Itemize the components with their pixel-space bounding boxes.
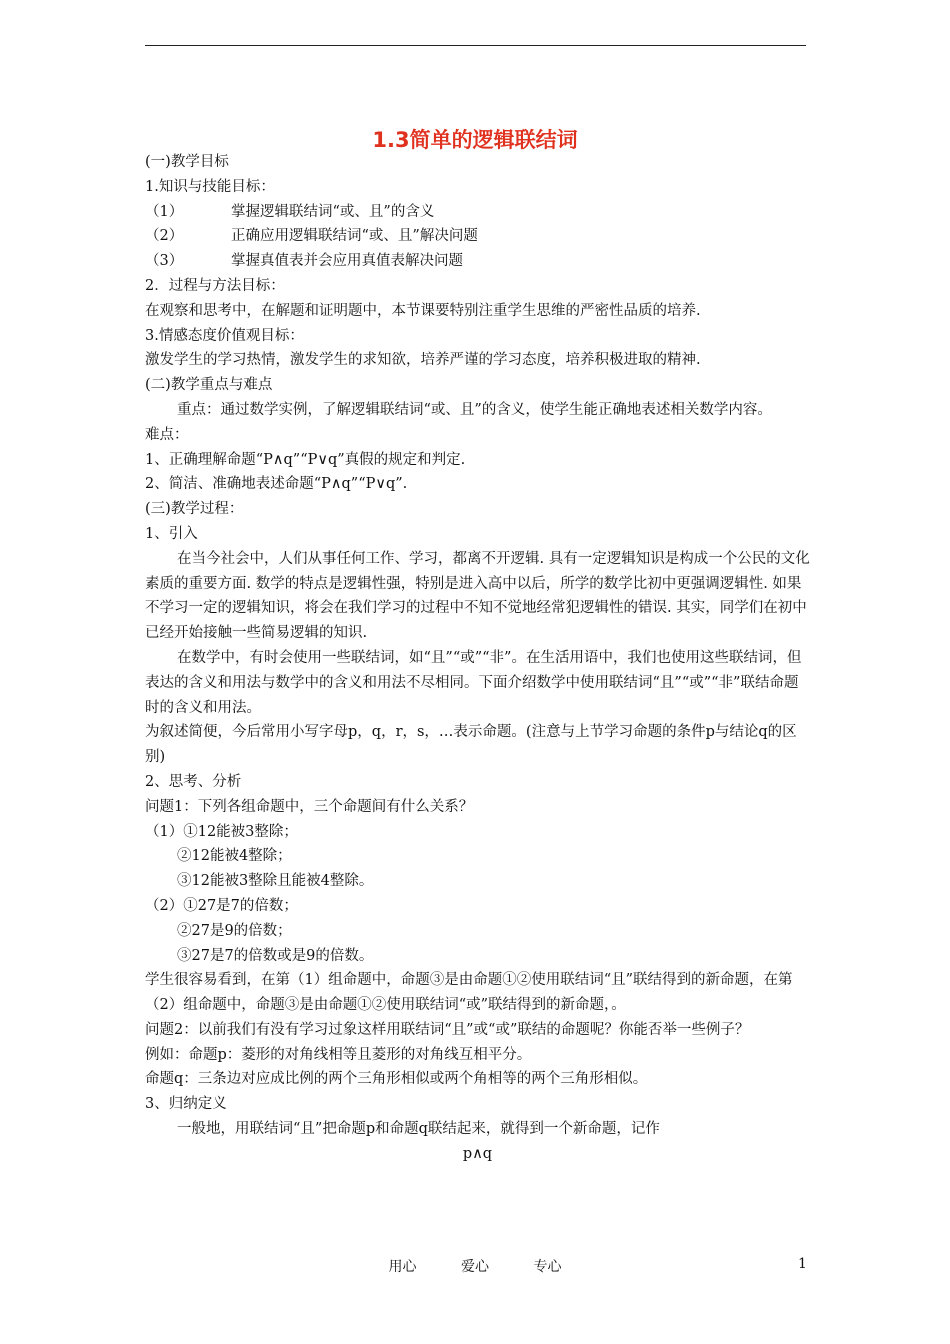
paragraph: 在数学中，有时会使用一些联结词，如“且”“或”“非”。在生活用语中，我们也使用这些联结词，但表达的含义和用法与数学中的含义和用法不尽相同。下面介绍数学中使用联结词“且”“或”“非”联结命题时的含义和用法。 bbox=[145, 649, 802, 716]
difficulty-item: 1、正确理解命题“P∧q”“P∨q”真假的规定和判定. bbox=[145, 451, 466, 468]
subheading-process: 2．过程与方法目标： bbox=[145, 277, 285, 294]
objective-item bbox=[145, 224, 810, 249]
objective-text: 掌握真值表并会应用真值表解决问题 bbox=[231, 253, 463, 270]
objective-item bbox=[145, 249, 810, 274]
section-heading-key-points: (二)教学重点与难点 bbox=[145, 377, 273, 394]
footer-word: 用心 bbox=[388, 1259, 417, 1275]
section-heading-objectives: (一)教学目标 bbox=[145, 154, 229, 170]
example-line: 命题q：三条边对应成比例的两个三角形相似或两个角相等的两个三角形相似。 bbox=[145, 1071, 648, 1088]
footer-slogan bbox=[0, 1256, 950, 1276]
objective-text: 掌握逻辑联结词“或、且”的含义 bbox=[231, 203, 435, 220]
objective-number: （2） bbox=[145, 228, 184, 245]
proposition-line: ②27是9的倍数； bbox=[177, 922, 292, 939]
formula: p∧q bbox=[462, 1145, 493, 1162]
page-number: 1 bbox=[798, 1256, 807, 1272]
example-line: 例如：命题p：菱形的对角线相等且菱形的对角线互相平分。 bbox=[145, 1046, 532, 1063]
objective-number: （3） bbox=[145, 253, 184, 270]
subheading-difficulty: 难点： bbox=[145, 426, 189, 443]
proposition-line: （1）①12能被3整除； bbox=[145, 823, 298, 840]
proposition-line: ③12能被3整除且能被4整除。 bbox=[177, 873, 374, 890]
paragraph: 在当今社会中，人们从事任何工作、学习，都离不开逻辑. 具有一定逻辑知识是构成一个公民的文化素质的重要方面. 数学的特点是逻辑性强，特别是进入高中以后，所学的数学比初中更强调逻辑性. 如果不学习一定的逻辑知识，将会在我们学习的过程中不知不觉地经常犯逻辑性的错误. 其实，同学们在初中已经开始接触一些简易逻辑的知识. bbox=[145, 550, 810, 642]
question-1: 问题1：下列各组命题中，三个命题间有什么关系？ bbox=[145, 798, 474, 815]
section-heading-process: (三)教学过程： bbox=[145, 501, 244, 518]
subheading-definition: 3、归纳定义 bbox=[145, 1096, 227, 1113]
paragraph-definition: 一般地，用联结词“且”把命题p和命题q联结起来，就得到一个新命题，记作 bbox=[177, 1121, 660, 1138]
paragraph: 学生很容易看到，在第（1）组命题中，命题③是由命题①②使用联结词“且”联结得到的新命题，在第（2）组命题中，命题③是由命题①②使用联结词“或”联结得到的新命题，。 bbox=[145, 972, 793, 1014]
paragraph: 在观察和思考中，在解题和证明题中，本节课要特别注重学生思维的严密性品质的培养. bbox=[145, 302, 701, 319]
objective-item bbox=[145, 200, 810, 225]
subheading-intro: 1、引入 bbox=[145, 525, 198, 542]
difficulty-item: 2、简洁、准确地表述命题“P∧q”“P∨q”. bbox=[145, 476, 408, 493]
proposition-line: ②12能被4整除； bbox=[177, 848, 292, 865]
subheading-attitude: 3.情感态度价值观目标： bbox=[145, 327, 304, 344]
header-rule bbox=[145, 45, 806, 46]
objective-text: 正确应用逻辑联结词“或、且”解决问题 bbox=[231, 228, 478, 245]
subheading-analysis: 2、思考、分析 bbox=[145, 773, 242, 790]
question-2: 问题2：以前我们有没有学习过象这样用联结词“且”或“或”联结的命题呢？你能否举一些例子？ bbox=[145, 1021, 750, 1038]
subheading-knowledge: 1.知识与技能目标： bbox=[145, 178, 275, 195]
objective-number: （1） bbox=[145, 203, 184, 220]
proposition-line: ③27是7的倍数或是9的倍数。 bbox=[177, 947, 374, 964]
paragraph-key-point: 重点：通过数学实例，了解逻辑联结词“或、且”的含义，使学生能正确地表述相关数学内容。 bbox=[177, 401, 772, 418]
footer-word: 爱心 bbox=[461, 1259, 489, 1275]
paragraph: 为叙述简便，今后常用小写字母p，q，r，s，…表示命题。(注意与上节学习命题的条件p与结论q的区别) bbox=[145, 724, 797, 766]
paragraph: 激发学生的学习热情，激发学生的求知欲，培养严谨的学习态度，培养积极进取的精神. bbox=[145, 352, 701, 369]
document-body bbox=[145, 150, 810, 1167]
proposition-line: （2）①27是7的倍数； bbox=[145, 897, 298, 914]
footer-word: 专心 bbox=[533, 1259, 562, 1275]
document-title: 1.3简单的逻辑联结词 bbox=[372, 128, 578, 152]
